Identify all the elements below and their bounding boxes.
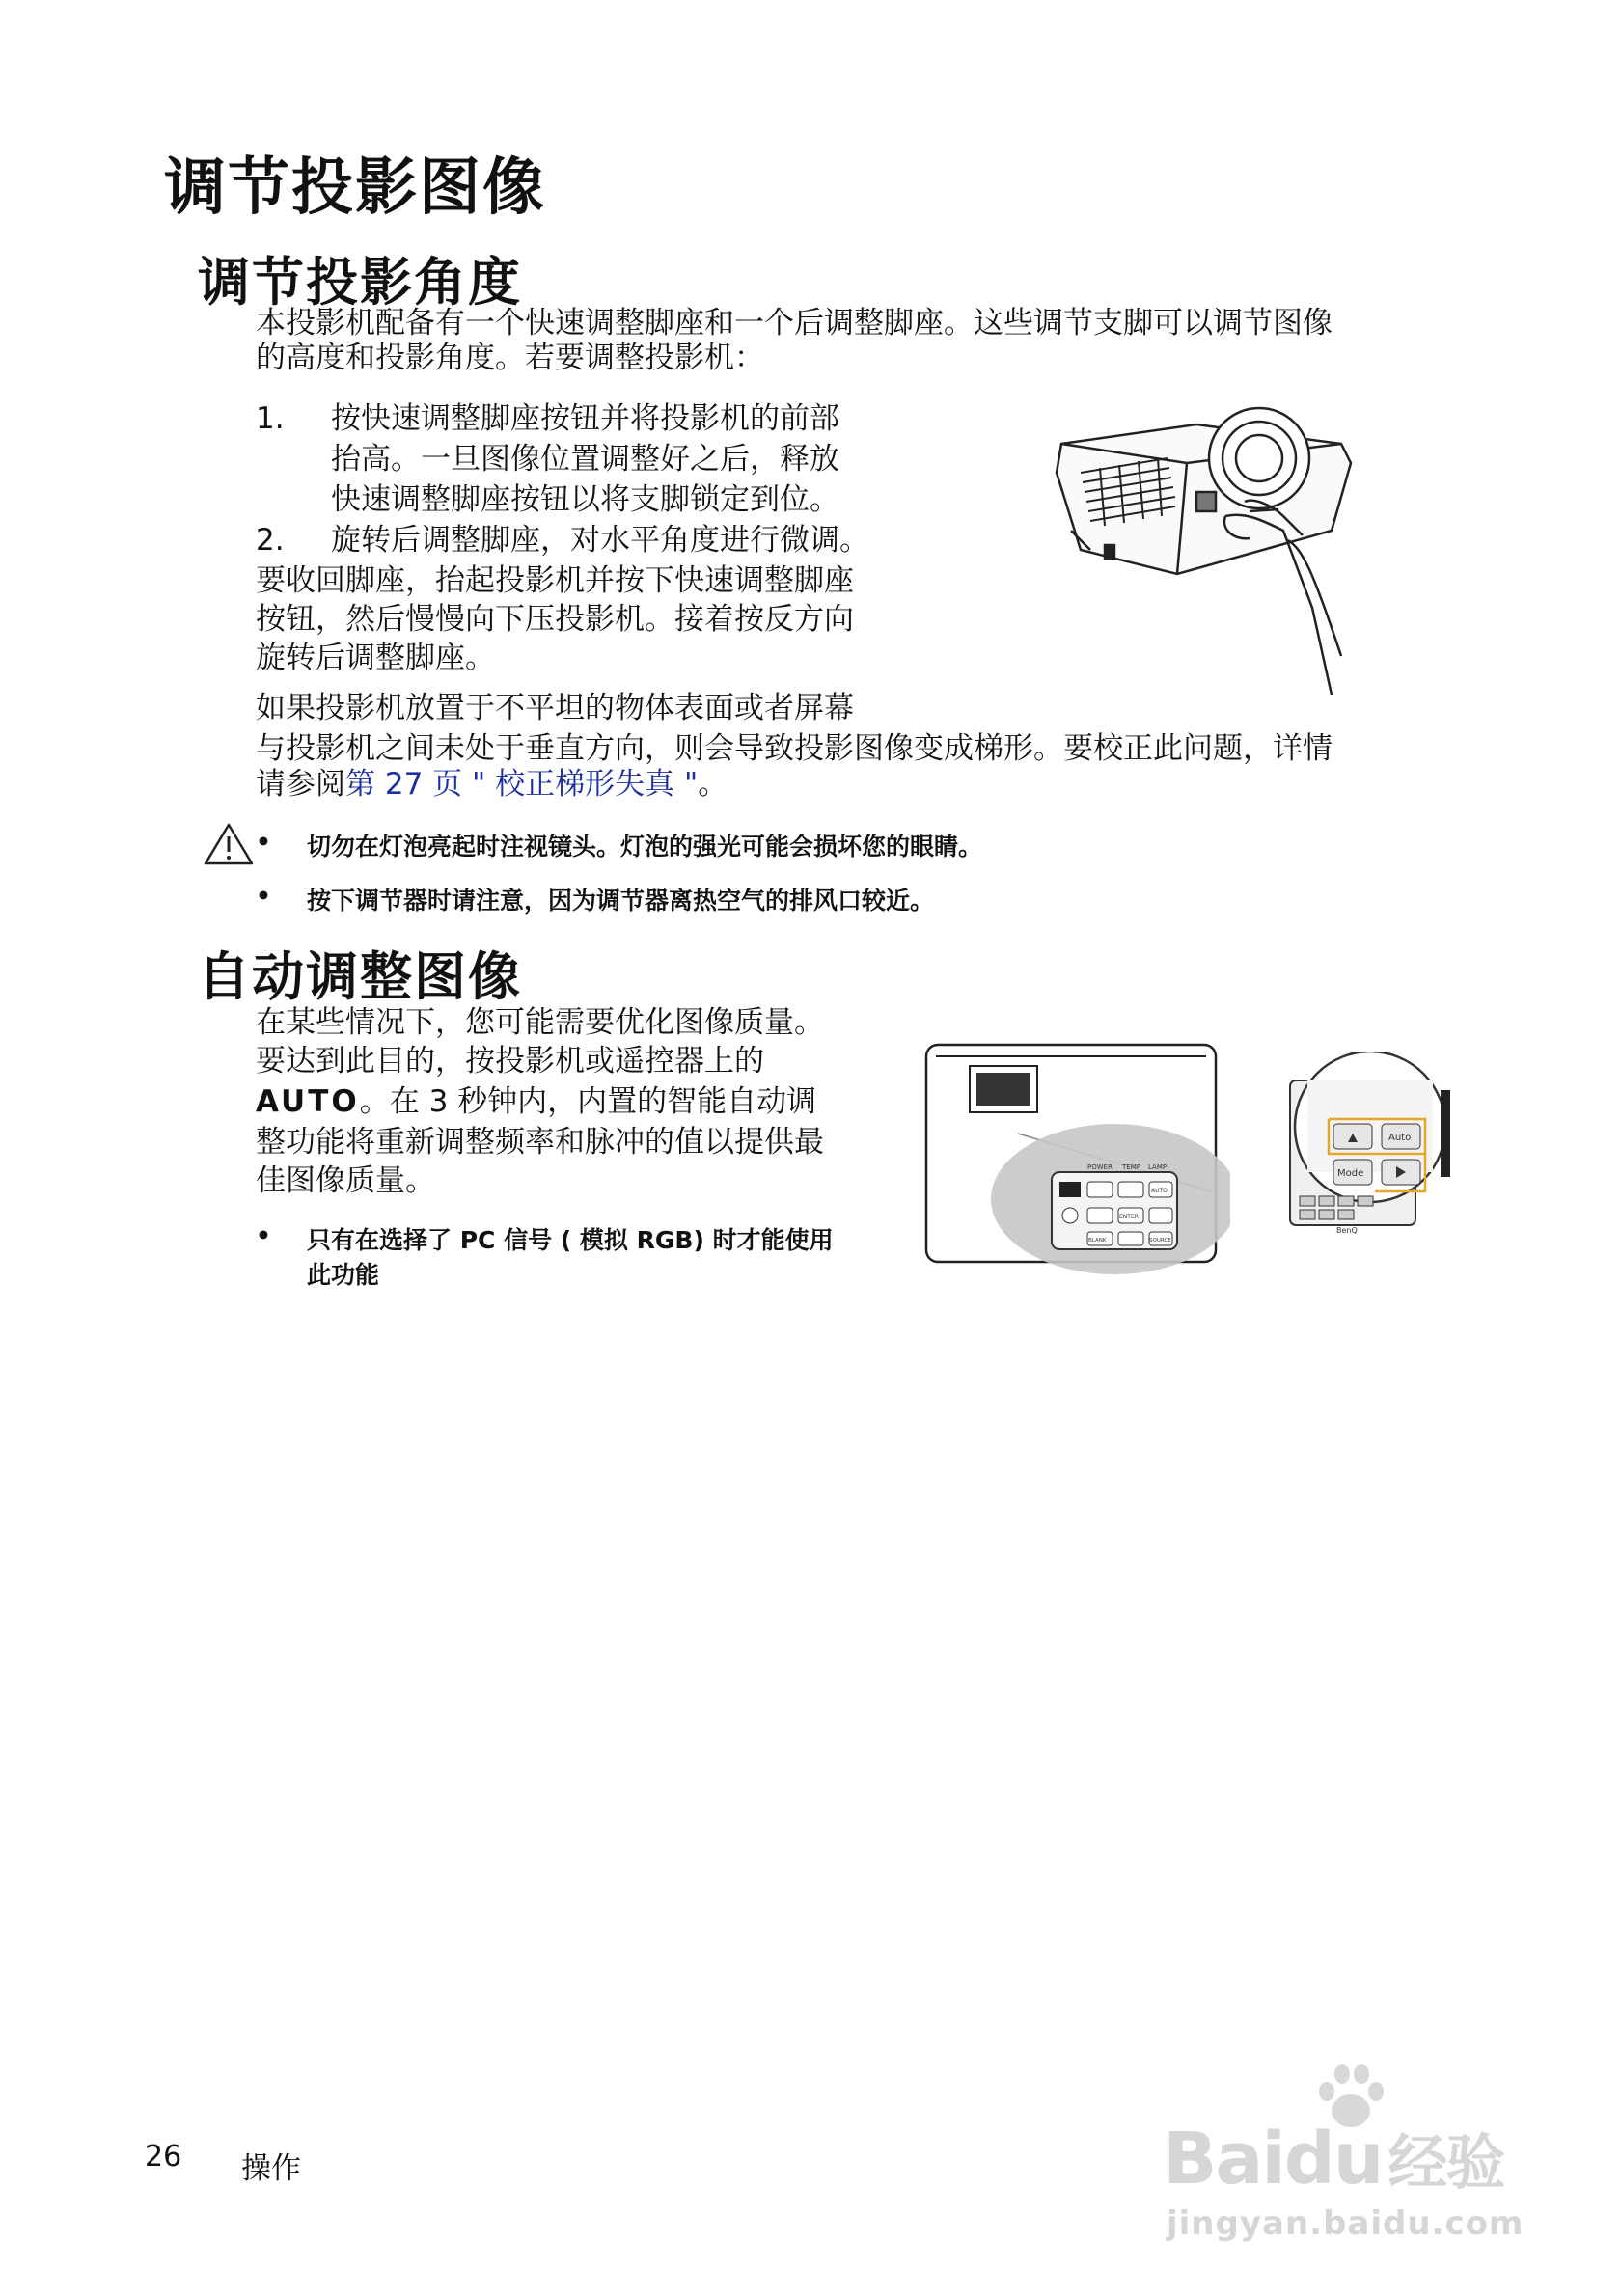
step-1-line-1: 按快速调整脚座按钮并将投影机的前部 bbox=[331, 401, 839, 436]
auto-line-4: 整功能将重新调整频率和脉冲的值以提供最 bbox=[256, 1125, 824, 1160]
step-2 bbox=[256, 521, 869, 560]
note-bullet: • bbox=[256, 1221, 271, 1249]
panel-power-label: POWER bbox=[1087, 1163, 1113, 1171]
warning-bullet-2: • bbox=[256, 882, 271, 910]
section-heading-auto: 自动调整图像 bbox=[198, 946, 522, 1007]
note-line-2: 此功能 bbox=[307, 1261, 380, 1289]
watermark-brand-bai: Bai bbox=[1163, 2118, 1284, 2200]
keystone-link[interactable]: 第 27 页 " 校正梯形失真 " bbox=[345, 767, 699, 802]
auto-line-1: 在某些情况下，您可能需要优化图像质量。 bbox=[256, 1005, 824, 1040]
warning-icon bbox=[203, 822, 255, 866]
step-2-number: 2. bbox=[256, 523, 285, 558]
footer-section-name: 操作 bbox=[241, 2151, 301, 2186]
projector-foot-illustration bbox=[1052, 405, 1380, 695]
intro-line-2: 的高度和投影角度。若要调整投影机： bbox=[256, 341, 764, 375]
warning-bullet-1: • bbox=[256, 828, 271, 856]
retract-line-1: 要收回脚座，抬起投影机并按下快速调整脚座 bbox=[256, 563, 854, 598]
remote-control-illustration bbox=[1278, 1052, 1500, 1244]
retract-line-2: 按钮，然后慢慢向下压投影机。接着按反方向 bbox=[256, 602, 854, 637]
keystone-line-2: 与投影机之间未处于垂直方向，则会导致投影图像变成梯形。要校正此问题，详情 bbox=[256, 731, 1333, 766]
keystone-line-3-prefix: 请参阅 bbox=[256, 767, 345, 802]
auto-key-label: AUTO bbox=[256, 1084, 360, 1119]
step-1-line-3: 快速调整脚座按钮以将支脚锁定到位。 bbox=[331, 482, 839, 517]
note-line-1: 只有在选择了 PC 信号 ( 模拟 RGB) 时才能使用 bbox=[307, 1226, 834, 1254]
auto-line-2: 要达到此目的，按投影机或遥控器上的 bbox=[256, 1044, 764, 1079]
panel-temp-label: TEMP bbox=[1122, 1163, 1140, 1171]
remote-auto-label: Auto bbox=[1388, 1133, 1412, 1143]
watermark-brand-jingyan: 经验 bbox=[1387, 2127, 1504, 2198]
intro-line-1: 本投影机配备有一个快速调整脚座和一个后调整脚座。这些调节支脚可以调节图像 bbox=[256, 306, 1333, 341]
panel-lamp-label: LAMP bbox=[1148, 1163, 1168, 1171]
page-title: 调节投影图像 bbox=[164, 152, 546, 224]
keystone-line-3-suffix: 。 bbox=[698, 767, 728, 802]
section-heading-angle: 调节投影角度 bbox=[198, 252, 522, 313]
warning-item-1: 切勿在灯泡亮起时注视镜头。灯泡的强光可能会损坏您的眼睛。 bbox=[307, 833, 983, 861]
watermark-url: jingyan.baidu.com bbox=[1167, 2204, 1525, 2243]
watermark-brand-du: du bbox=[1283, 2118, 1383, 2200]
keystone-line-1: 如果投影机放置于不平坦的物体表面或者屏幕 bbox=[256, 691, 854, 725]
step-1-number: 1. bbox=[256, 401, 285, 436]
projector-control-panel-illustration bbox=[921, 1037, 1230, 1288]
auto-line-5: 佳图像质量。 bbox=[256, 1163, 435, 1198]
step-2-line-1: 旋转后调整脚座，对水平角度进行微调。 bbox=[331, 523, 869, 558]
remote-brand-label: BenQ bbox=[1336, 1226, 1358, 1235]
panel-auto-label: AUTO bbox=[1151, 1188, 1168, 1194]
remote-mode-label: Mode bbox=[1337, 1168, 1364, 1179]
watermark bbox=[1163, 2064, 1568, 2257]
panel-blank-label: BLANK bbox=[1088, 1238, 1107, 1244]
keystone-line-3 bbox=[256, 765, 728, 805]
step-1 bbox=[256, 399, 839, 439]
page-number: 26 bbox=[145, 2140, 182, 2173]
panel-source-label: SOURCE bbox=[1149, 1238, 1171, 1244]
panel-enter-label: ENTER bbox=[1119, 1214, 1139, 1220]
warning-item-2: 按下调节器时请注意，因为调节器离热空气的排风口较近。 bbox=[307, 887, 935, 915]
retract-line-3: 旋转后调整脚座。 bbox=[256, 641, 495, 675]
step-1-line-2: 抬高。一旦图像位置调整好之后，释放 bbox=[331, 442, 839, 477]
auto-line-3 bbox=[256, 1082, 816, 1122]
watermark-brand bbox=[1163, 2115, 1503, 2200]
auto-line-3-rest: 。在 3 秒钟内，内置的智能自动调 bbox=[359, 1084, 817, 1119]
